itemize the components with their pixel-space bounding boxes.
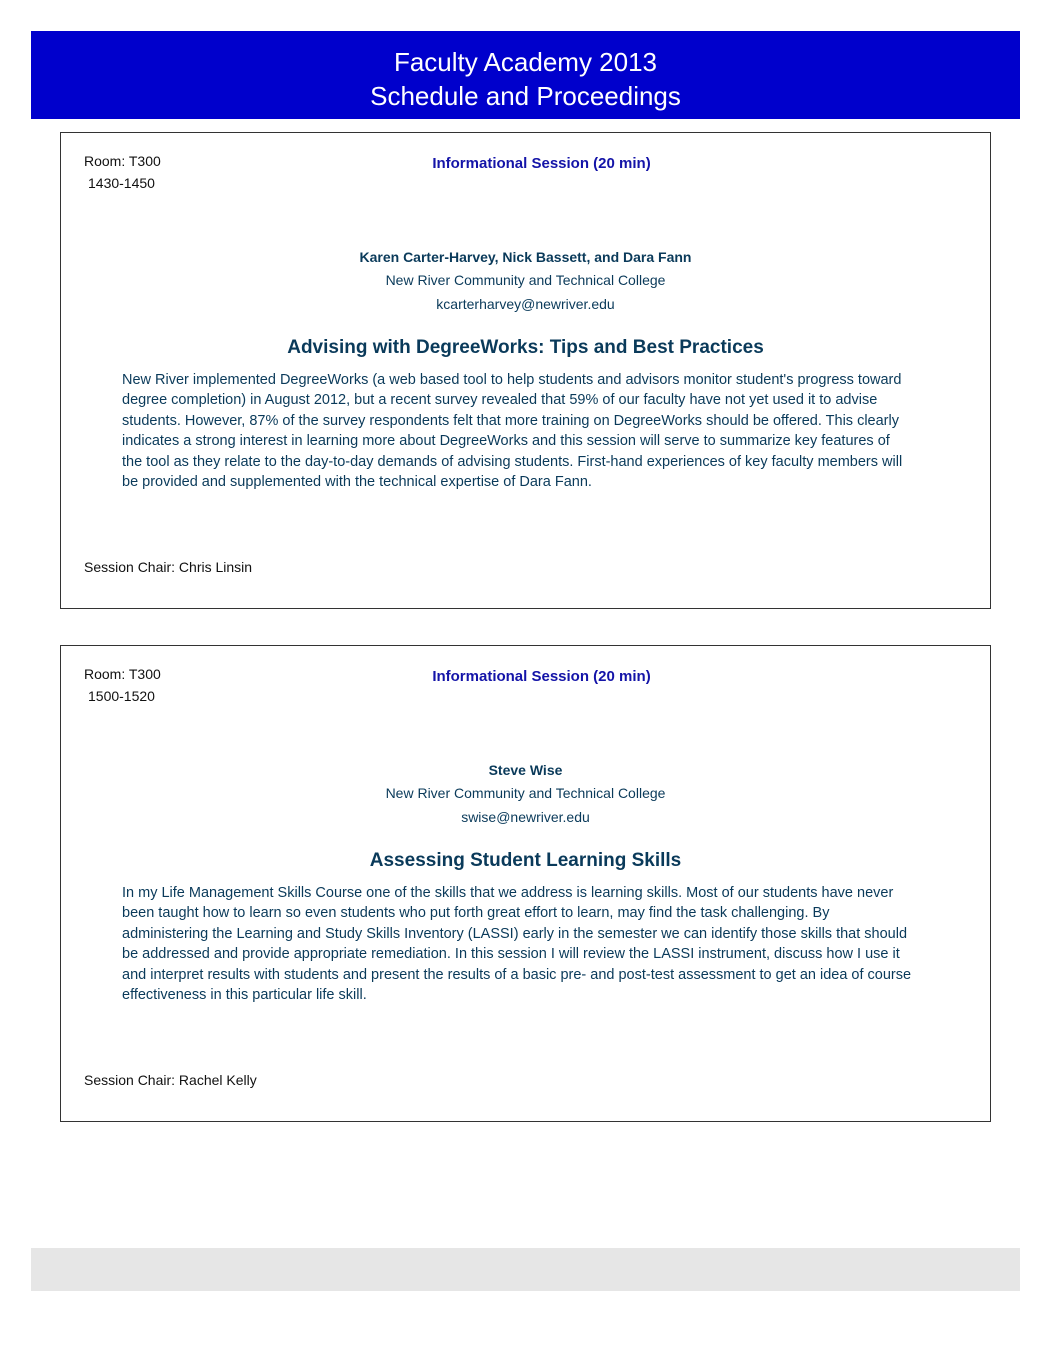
header-subtitle: Schedule and Proceedings [370,81,681,111]
header-title: Faculty Academy 2013 [393,47,658,77]
session-card [60,645,991,1122]
session-card [60,132,991,609]
session-time: 1500-1520 [88,688,155,704]
page-header [31,31,1020,119]
page-footer [31,1248,1020,1291]
session-title: Advising with DegreeWorks: Tips and Best Practices [287,337,764,358]
session-email: kcarterharvey@newriver.edu [436,296,615,312]
session-room: Room: T300 [84,153,161,169]
session-title: Assessing Student Learning Skills [369,850,682,871]
session-type: Informational Session (20 min) [432,668,651,685]
session-institution: New River Community and Technical College [385,785,666,801]
session-email: swise@newriver.edu [461,809,590,825]
session-abstract: New River implemented DegreeWorks (a web based tool to help students and advisors monitor student's progress toward degree completion) in August 2012, but a recent survey revealed that 59% of our faculty have not yet used it to advise students. However, 87% of the survey respondents felt that more training on DegreeWorks should be offered. This clearly indicates a strong interest in learning more about DegreeWorks and this session will serve to summarize key features of the tool as they relate to the day-to-day demands of advising students. First-hand experiences of key faculty members will be provided and supplemented with the technical expertise of Dara Fann. [122,372,903,491]
session-type: Informational Session (20 min) [432,155,651,172]
session-abstract: In my Life Management Skills Course one of the skills that we address is learning skills. Most of our students have never been taught how to learn so even students who put forth great effort to learn, may find the task challenging. By administering the Learning and Study Skills Inventory (LASSI) early in the semester we can identify those skills that should be addressed and provide appropriate remediation. In this session I will review the LASSI instrument, discuss how I use it and interpret results with students and present the results of a basic pre- and post-test assessment to get an idea of course effectiveness in this particular life skill. [122,885,912,1004]
session-institution: New River Community and Technical College [385,272,666,288]
session-chair: Session Chair: Rachel Kelly [84,1072,257,1088]
session-authors: Karen Carter-Harvey, Nick Bassett, and Dara Fann [359,249,692,265]
session-chair: Session Chair: Chris Linsin [84,559,253,575]
session-time: 1430-1450 [88,175,155,191]
session-authors: Steve Wise [488,762,563,778]
session-room: Room: T300 [84,666,161,682]
